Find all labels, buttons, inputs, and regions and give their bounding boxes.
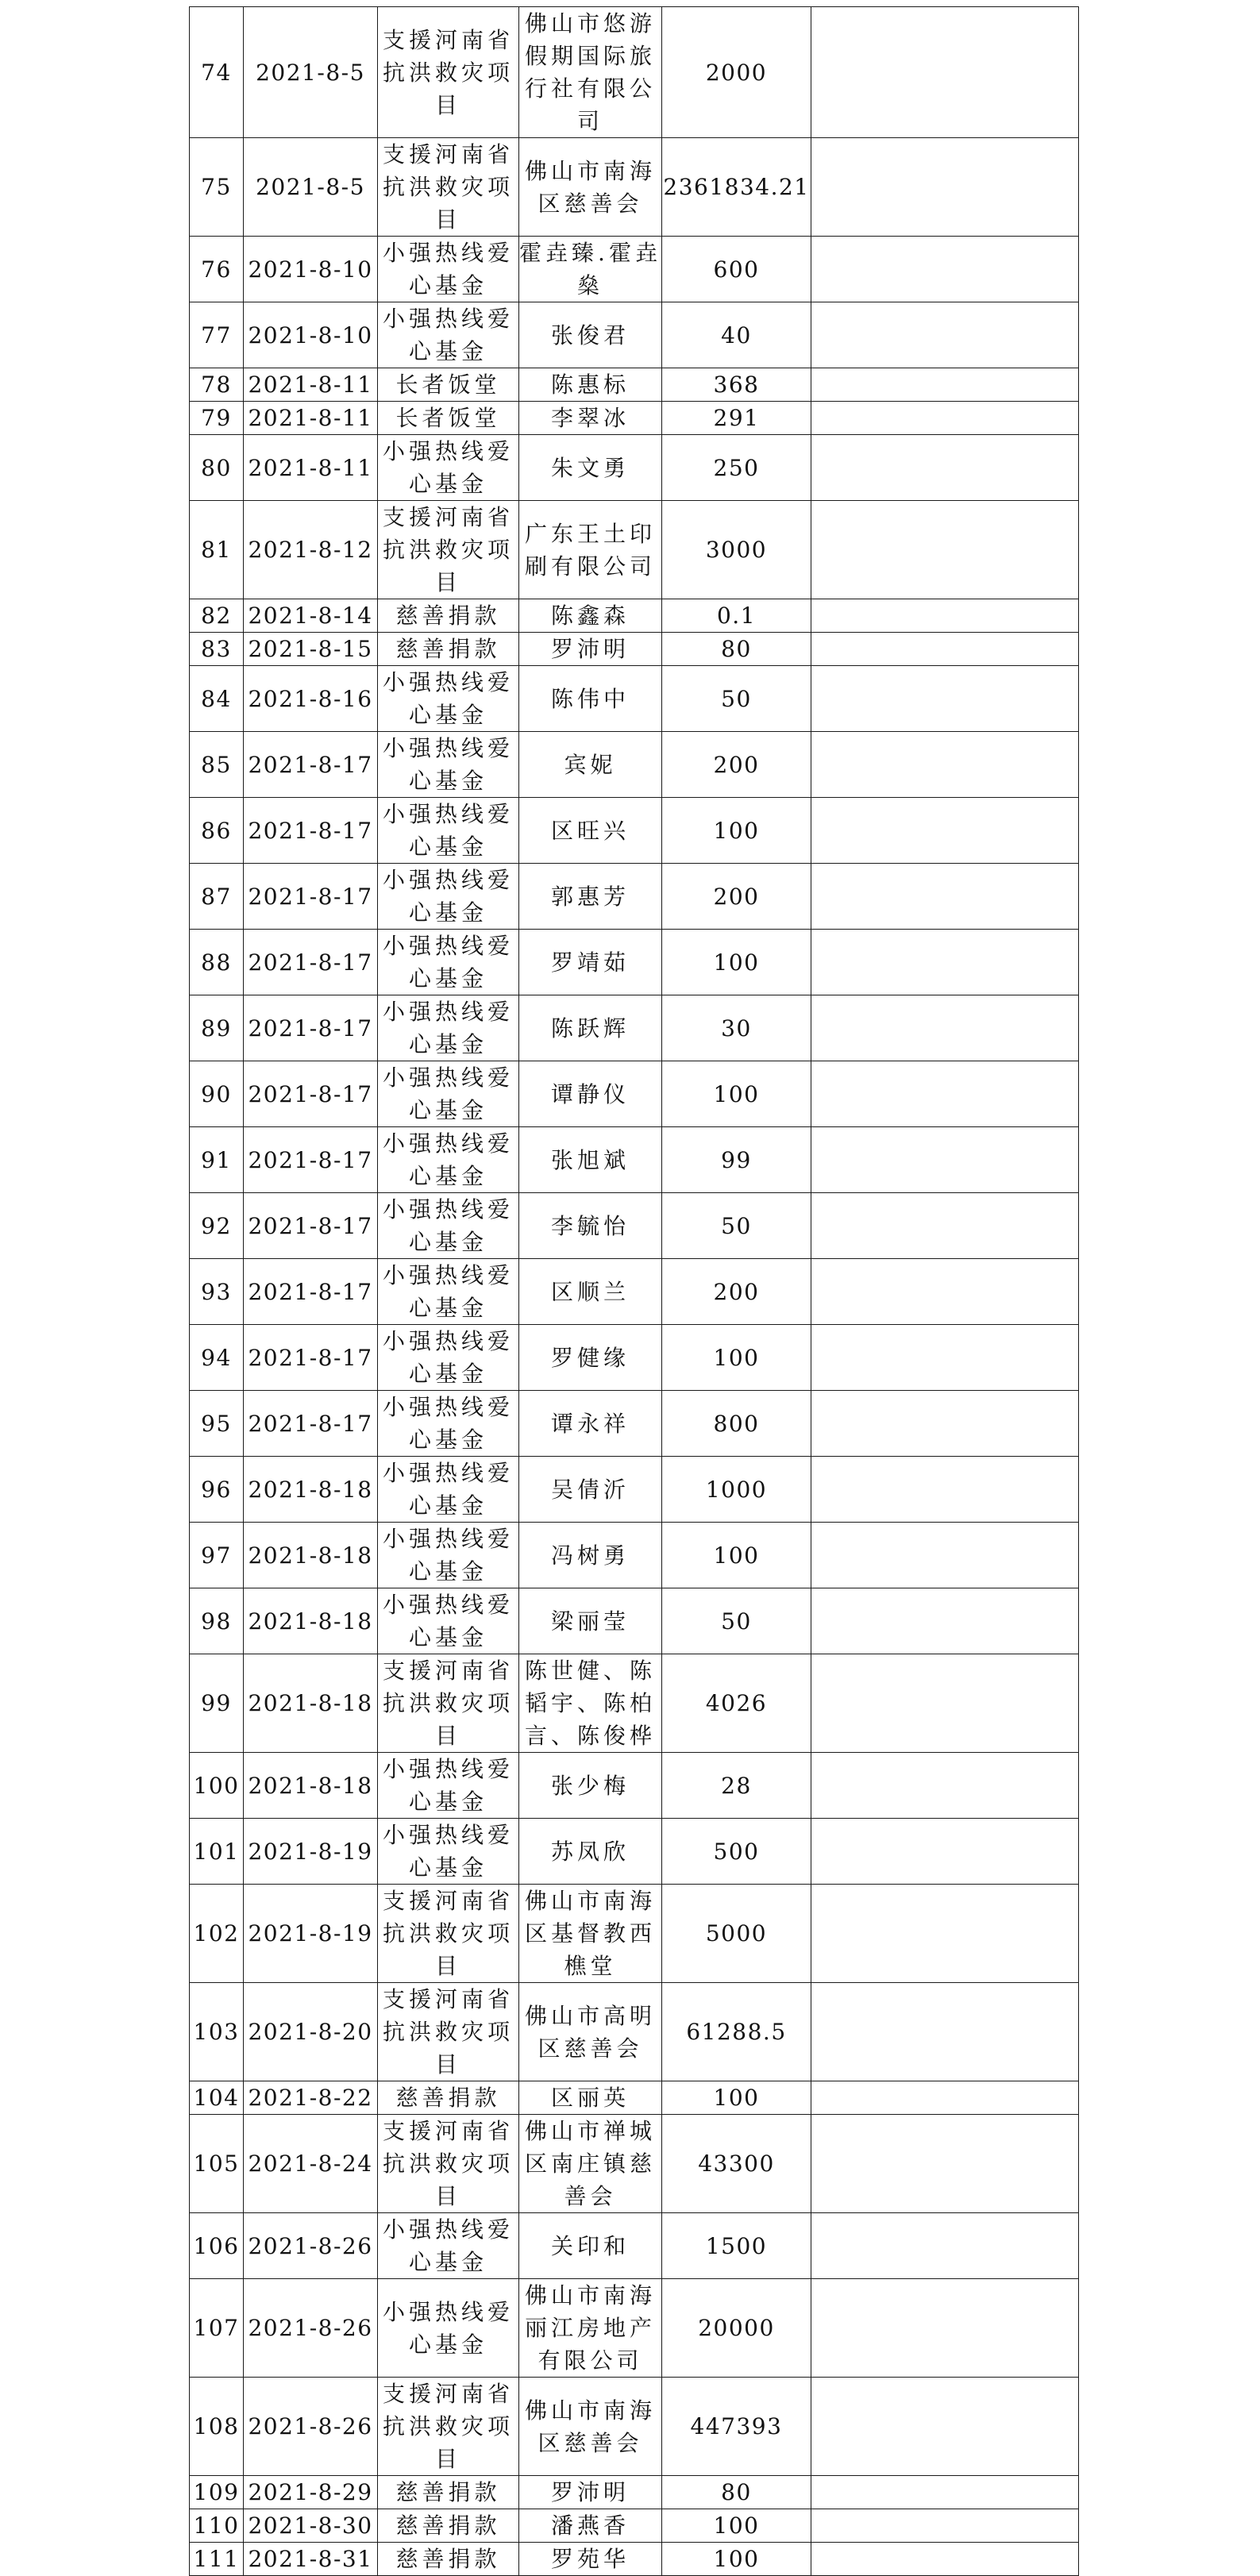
note-cell (811, 1193, 1079, 1259)
note-cell (811, 1259, 1079, 1325)
row-number-cell: 102 (190, 1885, 244, 1983)
table-row (190, 798, 1079, 864)
note-cell (811, 1753, 1079, 1819)
note-cell (811, 1588, 1079, 1654)
project-cell: 慈善捐款 (378, 2081, 519, 2115)
donor-cell: 苏凤欣 (519, 1819, 662, 1885)
row-number-cell: 111 (190, 2543, 244, 2576)
table-row (190, 1885, 1079, 1983)
table-row (190, 1061, 1079, 1127)
table-row (190, 368, 1079, 402)
table-row (190, 1819, 1079, 1885)
donor-cell: 关印和 (519, 2213, 662, 2279)
row-number-cell: 75 (190, 138, 244, 237)
note-cell (811, 666, 1079, 732)
date-cell: 2021-8-14 (244, 599, 378, 633)
row-number-cell: 80 (190, 435, 244, 501)
date-cell: 2021-8-10 (244, 302, 378, 368)
table-row (190, 995, 1079, 1061)
project-cell: 小强热线爱心基金 (378, 302, 519, 368)
donor-cell: 佛山市禅城区南庄镇慈善会 (519, 2115, 662, 2213)
amount-cell: 100 (662, 930, 811, 995)
row-number-cell: 97 (190, 1523, 244, 1588)
donor-cell: 陈跃辉 (519, 995, 662, 1061)
donor-cell: 陈世健、陈韬宇、陈柏言、陈俊桦 (519, 1654, 662, 1753)
table-row (190, 237, 1079, 302)
amount-cell: 600 (662, 237, 811, 302)
date-cell: 2021-8-17 (244, 1259, 378, 1325)
table-row (190, 1983, 1079, 2081)
row-number-cell: 77 (190, 302, 244, 368)
date-cell: 2021-8-22 (244, 2081, 378, 2115)
amount-cell: 200 (662, 864, 811, 930)
table-row (190, 402, 1079, 435)
row-number-cell: 81 (190, 501, 244, 599)
note-cell (811, 1983, 1079, 2081)
row-number-cell: 96 (190, 1457, 244, 1523)
row-number-cell: 84 (190, 666, 244, 732)
note-cell (811, 599, 1079, 633)
date-cell: 2021-8-17 (244, 930, 378, 995)
note-cell (811, 2543, 1079, 2576)
row-number-cell: 78 (190, 368, 244, 402)
donor-cell: 罗沛明 (519, 633, 662, 666)
row-number-cell: 99 (190, 1654, 244, 1753)
donor-cell: 李毓怡 (519, 1193, 662, 1259)
donor-cell: 陈惠标 (519, 368, 662, 402)
date-cell: 2021-8-5 (244, 138, 378, 237)
project-cell: 小强热线爱心基金 (378, 1127, 519, 1193)
amount-cell: 800 (662, 1391, 811, 1457)
note-cell (811, 1325, 1079, 1391)
donor-cell: 佛山市南海区慈善会 (519, 138, 662, 237)
amount-cell: 43300 (662, 2115, 811, 2213)
project-cell: 小强热线爱心基金 (378, 1259, 519, 1325)
note-cell (811, 2279, 1079, 2378)
amount-cell: 50 (662, 1193, 811, 1259)
date-cell: 2021-8-12 (244, 501, 378, 599)
note-cell (811, 2115, 1079, 2213)
date-cell: 2021-8-29 (244, 2476, 378, 2509)
row-number-cell: 101 (190, 1819, 244, 1885)
date-cell: 2021-8-26 (244, 2213, 378, 2279)
donor-cell: 潘燕香 (519, 2509, 662, 2543)
project-cell: 小强热线爱心基金 (378, 1193, 519, 1259)
row-number-cell: 79 (190, 402, 244, 435)
row-number-cell: 104 (190, 2081, 244, 2115)
note-cell (811, 501, 1079, 599)
project-cell: 长者饭堂 (378, 368, 519, 402)
date-cell: 2021-8-20 (244, 1983, 378, 2081)
note-cell (811, 1819, 1079, 1885)
table-row (190, 435, 1079, 501)
amount-cell: 291 (662, 402, 811, 435)
project-cell: 慈善捐款 (378, 2509, 519, 2543)
table-row (190, 2509, 1079, 2543)
table-row (190, 1523, 1079, 1588)
note-cell (811, 2081, 1079, 2115)
date-cell: 2021-8-18 (244, 1753, 378, 1819)
donor-cell: 区旺兴 (519, 798, 662, 864)
table-row (190, 599, 1079, 633)
date-cell: 2021-8-17 (244, 1193, 378, 1259)
project-cell: 长者饭堂 (378, 402, 519, 435)
table-row (190, 2543, 1079, 2576)
amount-cell: 61288.5 (662, 1983, 811, 2081)
row-number-cell: 89 (190, 995, 244, 1061)
donor-cell: 罗沛明 (519, 2476, 662, 2509)
note-cell (811, 402, 1079, 435)
donor-cell: 张旭斌 (519, 1127, 662, 1193)
amount-cell: 447393 (662, 2378, 811, 2476)
date-cell: 2021-8-17 (244, 1391, 378, 1457)
row-number-cell: 106 (190, 2213, 244, 2279)
date-cell: 2021-8-17 (244, 798, 378, 864)
amount-cell: 368 (662, 368, 811, 402)
note-cell (811, 2476, 1079, 2509)
table-row (190, 7, 1079, 138)
amount-cell: 2361834.21 (662, 138, 811, 237)
date-cell: 2021-8-18 (244, 1457, 378, 1523)
date-cell: 2021-8-17 (244, 732, 378, 798)
project-cell: 支援河南省抗洪救灾项目 (378, 1885, 519, 1983)
donor-cell: 区丽英 (519, 2081, 662, 2115)
amount-cell: 1000 (662, 1457, 811, 1523)
note-cell (811, 864, 1079, 930)
table-row (190, 864, 1079, 930)
row-number-cell: 82 (190, 599, 244, 633)
date-cell: 2021-8-17 (244, 1325, 378, 1391)
amount-cell: 100 (662, 2509, 811, 2543)
row-number-cell: 93 (190, 1259, 244, 1325)
row-number-cell: 90 (190, 1061, 244, 1127)
row-number-cell: 108 (190, 2378, 244, 2476)
table-row (190, 732, 1079, 798)
note-cell (811, 633, 1079, 666)
row-number-cell: 88 (190, 930, 244, 995)
date-cell: 2021-8-24 (244, 2115, 378, 2213)
note-cell (811, 2509, 1079, 2543)
donor-cell: 冯树勇 (519, 1523, 662, 1588)
donor-cell: 谭永祥 (519, 1391, 662, 1457)
project-cell: 小强热线爱心基金 (378, 666, 519, 732)
note-cell (811, 302, 1079, 368)
row-number-cell: 95 (190, 1391, 244, 1457)
project-cell: 慈善捐款 (378, 633, 519, 666)
row-number-cell: 76 (190, 237, 244, 302)
table-row (190, 633, 1079, 666)
date-cell: 2021-8-5 (244, 7, 378, 138)
donor-cell: 佛山市悠游假期国际旅行社有限公司 (519, 7, 662, 138)
project-cell: 小强热线爱心基金 (378, 732, 519, 798)
donor-cell: 吴倩沂 (519, 1457, 662, 1523)
row-number-cell: 92 (190, 1193, 244, 1259)
project-cell: 小强热线爱心基金 (378, 1819, 519, 1885)
amount-cell: 50 (662, 666, 811, 732)
note-cell (811, 1127, 1079, 1193)
project-cell: 小强热线爱心基金 (378, 435, 519, 501)
amount-cell: 99 (662, 1127, 811, 1193)
note-cell (811, 368, 1079, 402)
donor-cell: 罗靖茹 (519, 930, 662, 995)
donor-cell: 陈鑫森 (519, 599, 662, 633)
row-number-cell: 87 (190, 864, 244, 930)
donor-cell: 朱文勇 (519, 435, 662, 501)
table-row (190, 2213, 1079, 2279)
note-cell (811, 1391, 1079, 1457)
table-row (190, 1391, 1079, 1457)
donor-cell: 佛山市高明区慈善会 (519, 1983, 662, 2081)
donation-table-body (190, 7, 1079, 2576)
table-row (190, 2279, 1079, 2378)
amount-cell: 30 (662, 995, 811, 1061)
date-cell: 2021-8-31 (244, 2543, 378, 2576)
donor-cell: 霍垚臻.霍垚燊 (519, 237, 662, 302)
project-cell: 小强热线爱心基金 (378, 930, 519, 995)
project-cell: 小强热线爱心基金 (378, 1391, 519, 1457)
date-cell: 2021-8-30 (244, 2509, 378, 2543)
donor-cell: 张俊君 (519, 302, 662, 368)
date-cell: 2021-8-17 (244, 995, 378, 1061)
project-cell: 小强热线爱心基金 (378, 995, 519, 1061)
table-row (190, 2378, 1079, 2476)
project-cell: 支援河南省抗洪救灾项目 (378, 501, 519, 599)
row-number-cell: 100 (190, 1753, 244, 1819)
project-cell: 小强热线爱心基金 (378, 1523, 519, 1588)
amount-cell: 80 (662, 633, 811, 666)
project-cell: 小强热线爱心基金 (378, 1325, 519, 1391)
donor-cell: 李翠冰 (519, 402, 662, 435)
row-number-cell: 85 (190, 732, 244, 798)
date-cell: 2021-8-19 (244, 1819, 378, 1885)
date-cell: 2021-8-11 (244, 402, 378, 435)
table-row (190, 666, 1079, 732)
table-row (190, 1457, 1079, 1523)
donor-cell: 广东王土印刷有限公司 (519, 501, 662, 599)
donor-cell: 梁丽莹 (519, 1588, 662, 1654)
donor-cell: 谭静仪 (519, 1061, 662, 1127)
date-cell: 2021-8-11 (244, 368, 378, 402)
donor-cell: 佛山市南海区基督教西樵堂 (519, 1885, 662, 1983)
row-number-cell: 107 (190, 2279, 244, 2378)
table-row (190, 501, 1079, 599)
table-row (190, 302, 1079, 368)
project-cell: 支援河南省抗洪救灾项目 (378, 138, 519, 237)
row-number-cell: 74 (190, 7, 244, 138)
donation-table (189, 6, 1079, 2576)
amount-cell: 4026 (662, 1654, 811, 1753)
project-cell: 支援河南省抗洪救灾项目 (378, 1983, 519, 2081)
amount-cell: 1500 (662, 2213, 811, 2279)
amount-cell: 28 (662, 1753, 811, 1819)
row-number-cell: 103 (190, 1983, 244, 2081)
table-row (190, 2115, 1079, 2213)
amount-cell: 100 (662, 1523, 811, 1588)
project-cell: 小强热线爱心基金 (378, 864, 519, 930)
donor-cell: 陈伟中 (519, 666, 662, 732)
amount-cell: 5000 (662, 1885, 811, 1983)
note-cell (811, 237, 1079, 302)
amount-cell: 100 (662, 1061, 811, 1127)
date-cell: 2021-8-10 (244, 237, 378, 302)
date-cell: 2021-8-19 (244, 1885, 378, 1983)
amount-cell: 50 (662, 1588, 811, 1654)
project-cell: 慈善捐款 (378, 2476, 519, 2509)
date-cell: 2021-8-17 (244, 1127, 378, 1193)
amount-cell: 100 (662, 1325, 811, 1391)
project-cell: 慈善捐款 (378, 2543, 519, 2576)
note-cell (811, 1061, 1079, 1127)
donor-cell: 佛山市南海区慈善会 (519, 2378, 662, 2476)
table-row (190, 2476, 1079, 2509)
table-row (190, 1753, 1079, 1819)
row-number-cell: 91 (190, 1127, 244, 1193)
note-cell (811, 1654, 1079, 1753)
amount-cell: 0.1 (662, 599, 811, 633)
amount-cell: 2000 (662, 7, 811, 138)
table-row (190, 1588, 1079, 1654)
amount-cell: 200 (662, 1259, 811, 1325)
table-row (190, 1193, 1079, 1259)
note-cell (811, 1885, 1079, 1983)
project-cell: 小强热线爱心基金 (378, 2279, 519, 2378)
table-row (190, 1654, 1079, 1753)
note-cell (811, 798, 1079, 864)
project-cell: 支援河南省抗洪救灾项目 (378, 2378, 519, 2476)
project-cell: 支援河南省抗洪救灾项目 (378, 1654, 519, 1753)
amount-cell: 40 (662, 302, 811, 368)
amount-cell: 3000 (662, 501, 811, 599)
project-cell: 小强热线爱心基金 (378, 798, 519, 864)
donor-cell: 郭惠芳 (519, 864, 662, 930)
project-cell: 小强热线爱心基金 (378, 1588, 519, 1654)
row-number-cell: 83 (190, 633, 244, 666)
amount-cell: 250 (662, 435, 811, 501)
donor-cell: 罗苑华 (519, 2543, 662, 2576)
date-cell: 2021-8-26 (244, 2279, 378, 2378)
amount-cell: 200 (662, 732, 811, 798)
date-cell: 2021-8-17 (244, 1061, 378, 1127)
table-row (190, 138, 1079, 237)
donor-cell: 区顺兰 (519, 1259, 662, 1325)
row-number-cell: 86 (190, 798, 244, 864)
note-cell (811, 995, 1079, 1061)
amount-cell: 100 (662, 2543, 811, 2576)
date-cell: 2021-8-18 (244, 1588, 378, 1654)
date-cell: 2021-8-16 (244, 666, 378, 732)
note-cell (811, 930, 1079, 995)
donor-cell: 张少梅 (519, 1753, 662, 1819)
project-cell: 支援河南省抗洪救灾项目 (378, 2115, 519, 2213)
project-cell: 小强热线爱心基金 (378, 2213, 519, 2279)
table-row (190, 1259, 1079, 1325)
note-cell (811, 1457, 1079, 1523)
date-cell: 2021-8-18 (244, 1654, 378, 1753)
donor-cell: 宾妮 (519, 732, 662, 798)
note-cell (811, 2378, 1079, 2476)
amount-cell: 20000 (662, 2279, 811, 2378)
row-number-cell: 105 (190, 2115, 244, 2213)
note-cell (811, 2213, 1079, 2279)
note-cell (811, 435, 1079, 501)
table-row (190, 1325, 1079, 1391)
donor-cell: 罗健缘 (519, 1325, 662, 1391)
table-row (190, 1127, 1079, 1193)
date-cell: 2021-8-15 (244, 633, 378, 666)
project-cell: 小强热线爱心基金 (378, 1753, 519, 1819)
table-row (190, 2081, 1079, 2115)
amount-cell: 100 (662, 2081, 811, 2115)
row-number-cell: 98 (190, 1588, 244, 1654)
project-cell: 支援河南省抗洪救灾项目 (378, 7, 519, 138)
note-cell (811, 1523, 1079, 1588)
table-row (190, 930, 1079, 995)
date-cell: 2021-8-18 (244, 1523, 378, 1588)
project-cell: 小强热线爱心基金 (378, 1457, 519, 1523)
amount-cell: 80 (662, 2476, 811, 2509)
note-cell (811, 138, 1079, 237)
date-cell: 2021-8-26 (244, 2378, 378, 2476)
project-cell: 小强热线爱心基金 (378, 237, 519, 302)
amount-cell: 500 (662, 1819, 811, 1885)
note-cell (811, 732, 1079, 798)
row-number-cell: 109 (190, 2476, 244, 2509)
project-cell: 小强热线爱心基金 (378, 1061, 519, 1127)
project-cell: 慈善捐款 (378, 599, 519, 633)
note-cell (811, 7, 1079, 138)
row-number-cell: 110 (190, 2509, 244, 2543)
amount-cell: 100 (662, 798, 811, 864)
date-cell: 2021-8-17 (244, 864, 378, 930)
donor-cell: 佛山市南海丽江房地产有限公司 (519, 2279, 662, 2378)
date-cell: 2021-8-11 (244, 435, 378, 501)
row-number-cell: 94 (190, 1325, 244, 1391)
